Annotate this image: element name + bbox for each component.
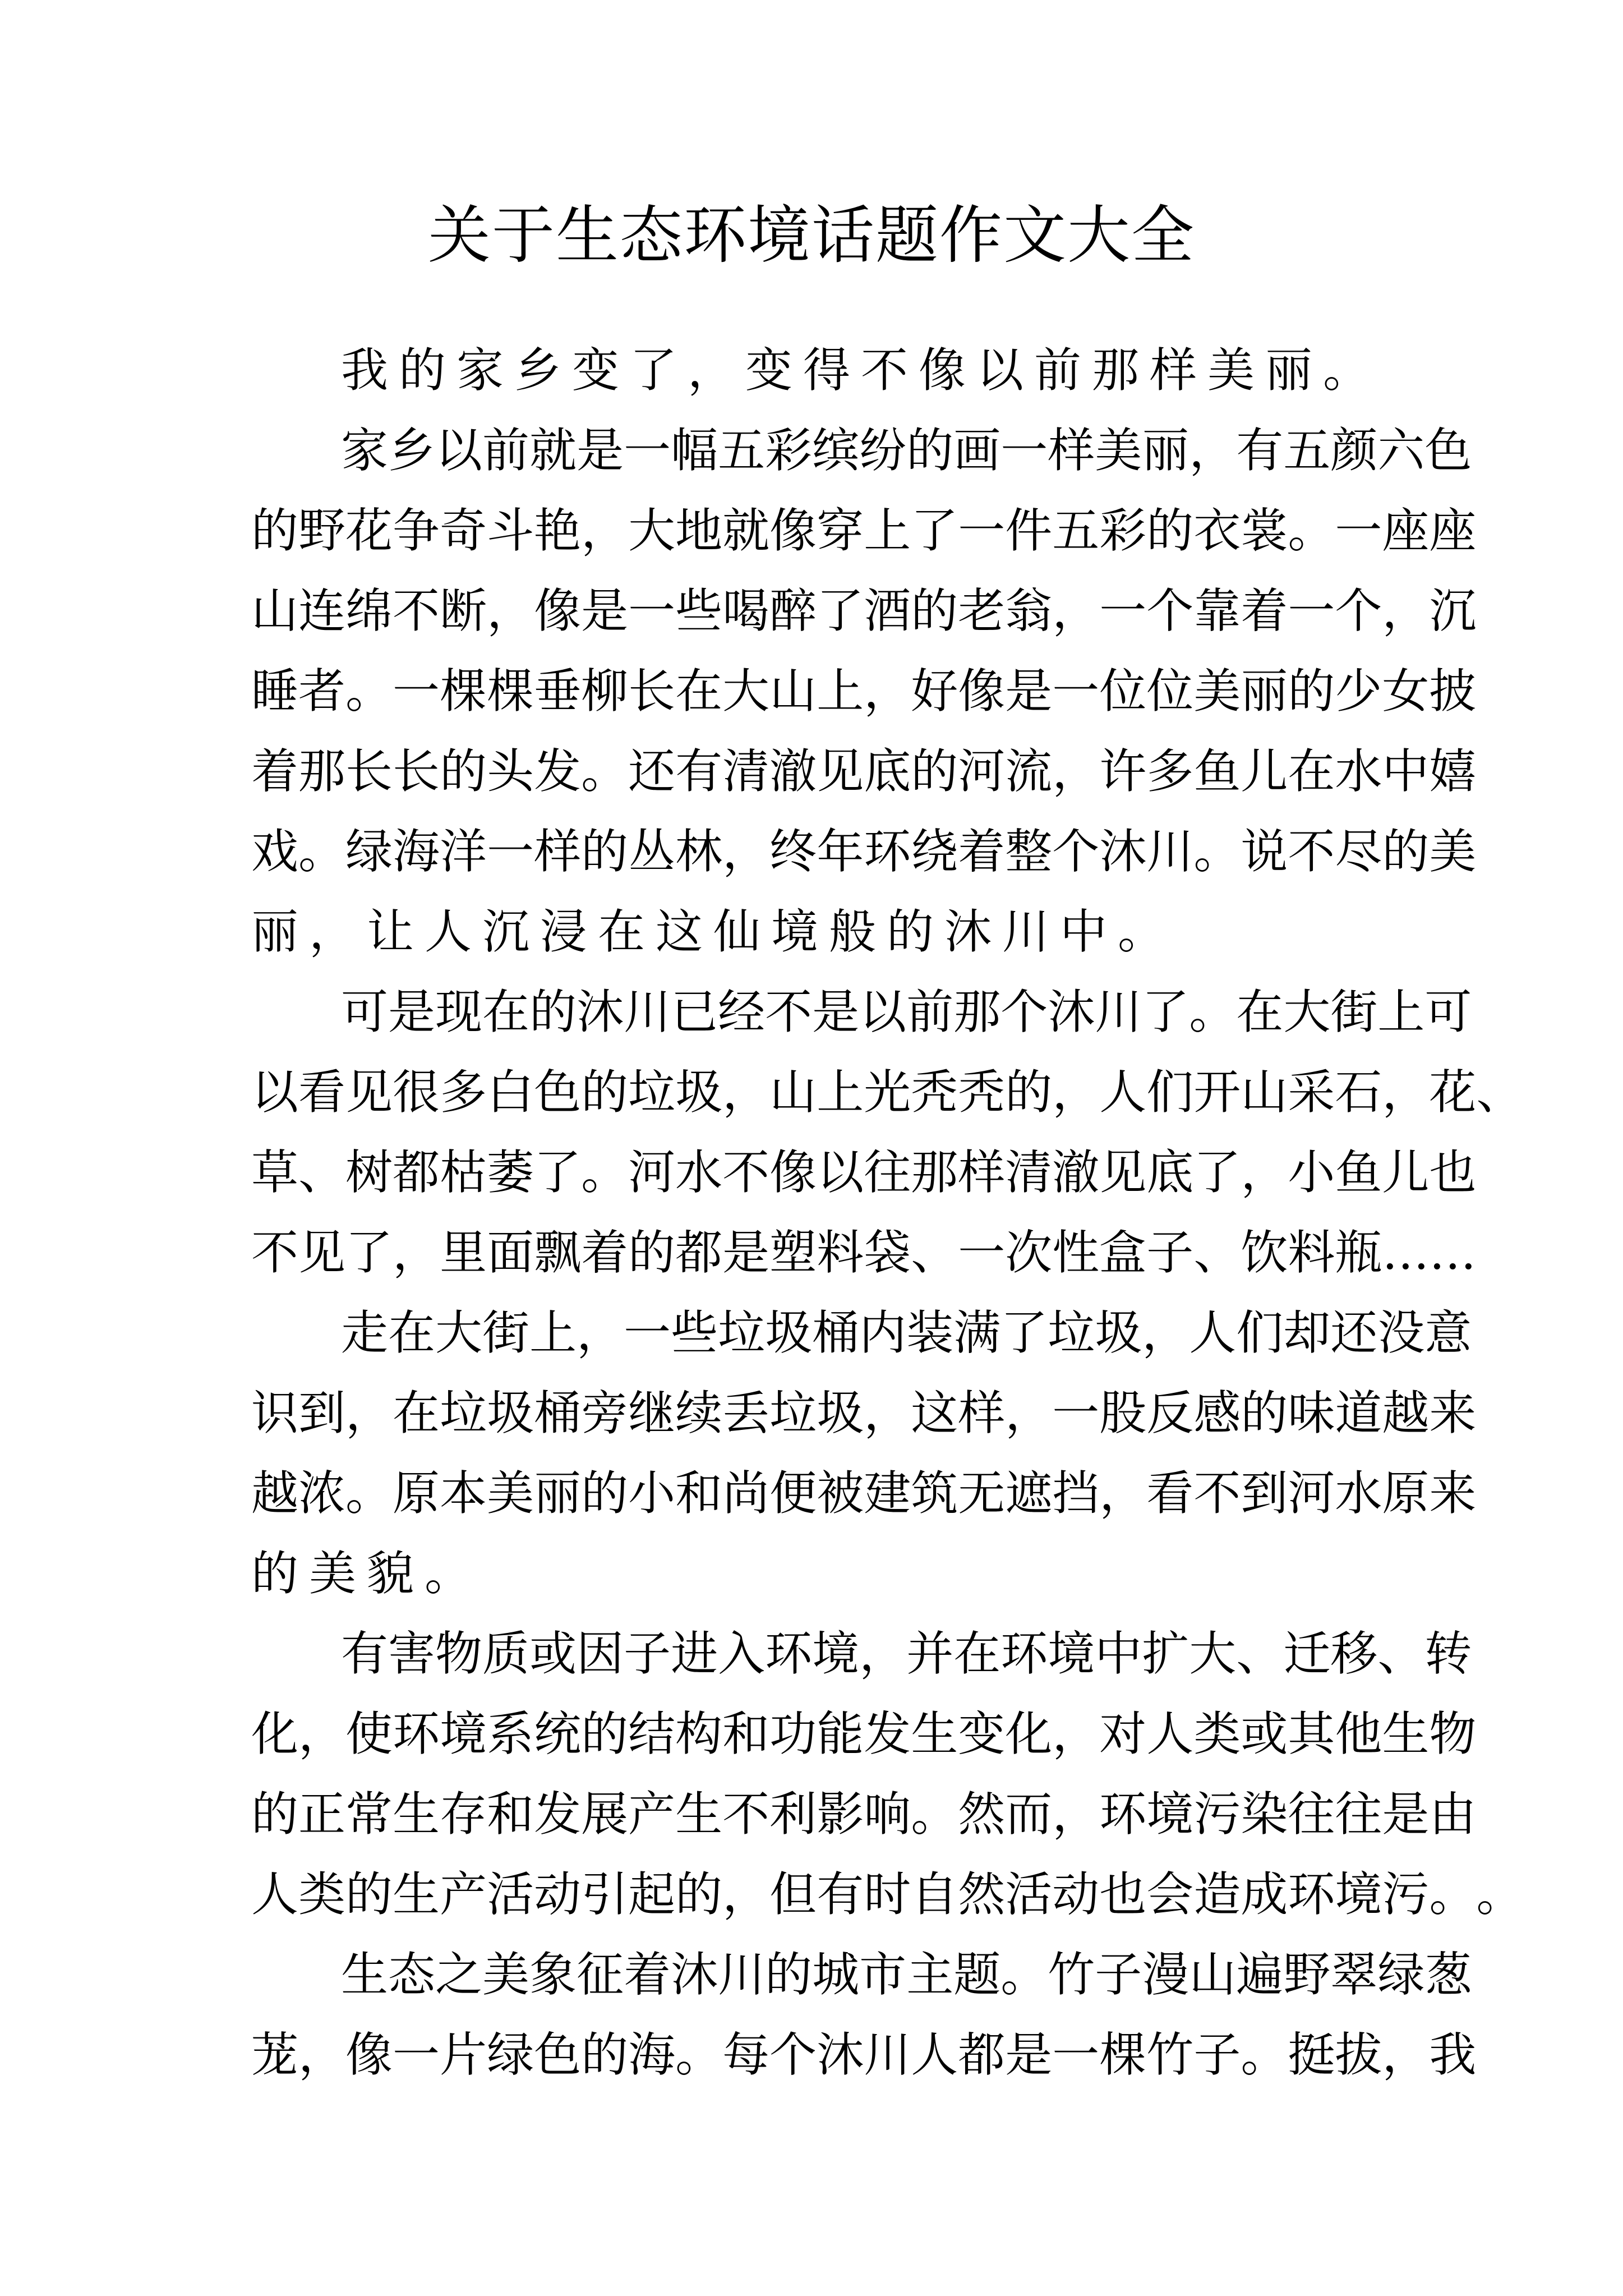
text-line: 草 、 树 都 枯 萎 了 。 河 水 不 像 以 往 那 样 清 澈 见 底 了 ， 小 鱼 儿 也 — [251, 1145, 1477, 1200]
document-title: 关于生态环境话题作文大全 — [428, 199, 1195, 272]
text-line: 山 连 绵 不 断 ， 像 是 一 些 喝 醉 了 酒 的 老 翁 ， 一 个 靠 着 一 个 ， 沉 — [251, 583, 1477, 638]
text-line: 有 害 物 质 或 因 子 进 入 环 境 ， 并 在 环 境 中 扩 大 、 迁 移 、 转 — [341, 1626, 1472, 1681]
text-line: 的 正 常 生 存 和 发 展 产 生 不 利 影 响 。 然 而 ， 环 境 污 染 往 往 是 由 — [251, 1787, 1477, 1842]
text-line: 以 看 见 很 多 白 色 的 垃 圾 ， 山 上 光 秃 秃 的 ， 人 们 开 山 采 石 ， 花 、 — [251, 1065, 1524, 1120]
text-line: 丽，让人沉浸在这仙境般的沐川中。 — [251, 904, 1176, 959]
text-line: 戏 。 绿 海 洋 一 样 的 丛 林 ， 终 年 环 绕 着 整 个 沐 川 。 说 不 尽 的 美 — [251, 824, 1477, 879]
text-line: 着 那 长 长 的 头 发 。 还 有 清 澈 见 底 的 河 流 ， 许 多 鱼 儿 在 水 中 嬉 — [251, 744, 1477, 799]
text-line: 识 到 ， 在 垃 圾 桶 旁 继 续 丢 垃 圾 ， 这 样 ， 一 股 反 感 的 味 道 越 来 — [251, 1386, 1477, 1441]
text-line: 生 态 之 美 象 征 着 沐 川 的 城 市 主 题 。 竹 子 漫 山 遍 野 翠 绿 葱 — [341, 1947, 1472, 2002]
text-line: 可 是 现 在 的 沐 川 已 经 不 是 以 前 那 个 沐 川 了 。 在 大 街 上 可 — [341, 984, 1472, 1039]
text-line: 睡 者 。 一 棵 棵 垂 柳 长 在 大 山 上 ， 好 像 是 一 位 位 美 丽 的 少 女 披 — [251, 664, 1477, 719]
text-line: 茏 ， 像 一 片 绿 色 的 海 。 每 个 沐 川 人 都 是 一 棵 竹 子 。 挺 拔 ， 我 — [251, 2027, 1477, 2082]
text-line: 的美貌。 — [251, 1546, 483, 1601]
text-line: 我的家乡变了，变得不像以前那样美丽。 — [341, 343, 1381, 398]
text-line: 人 类 的 生 产 活 动 引 起 的 ， 但 有 时 自 然 活 动 也 会 造 成 环 境 污 。 。 — [251, 1867, 1524, 1922]
text-line: 走 在 大 街 上 ， 一 些 垃 圾 桶 内 装 满 了 垃 圾 ， 人 们 却 还 没 意 — [341, 1305, 1472, 1360]
text-line: 越 浓 。 原 本 美 丽 的 小 和 尚 便 被 建 筑 无 遮 挡 ， 看 不 到 河 水 原 来 — [251, 1466, 1477, 1521]
text-line: 不 见 了 ， 里 面 飘 着 的 都 是 塑 料 袋 、 一 次 性 盒 子 、 饮 料 瓶 … … — [251, 1225, 1477, 1280]
text-line: 的 野 花 争 奇 斗 艳 ， 大 地 就 像 穿 上 了 一 件 五 彩 的 衣 裳 。 一 座 座 — [251, 503, 1477, 558]
text-line: 家 乡 以 前 就 是 一 幅 五 彩 缤 纷 的 画 一 样 美 丽 ， 有 五 颜 六 色 — [341, 423, 1472, 478]
text-line: 化 ， 使 环 境 系 统 的 结 构 和 功 能 发 生 变 化 ， 对 人 类 或 其 他 生 物 — [251, 1706, 1477, 1761]
